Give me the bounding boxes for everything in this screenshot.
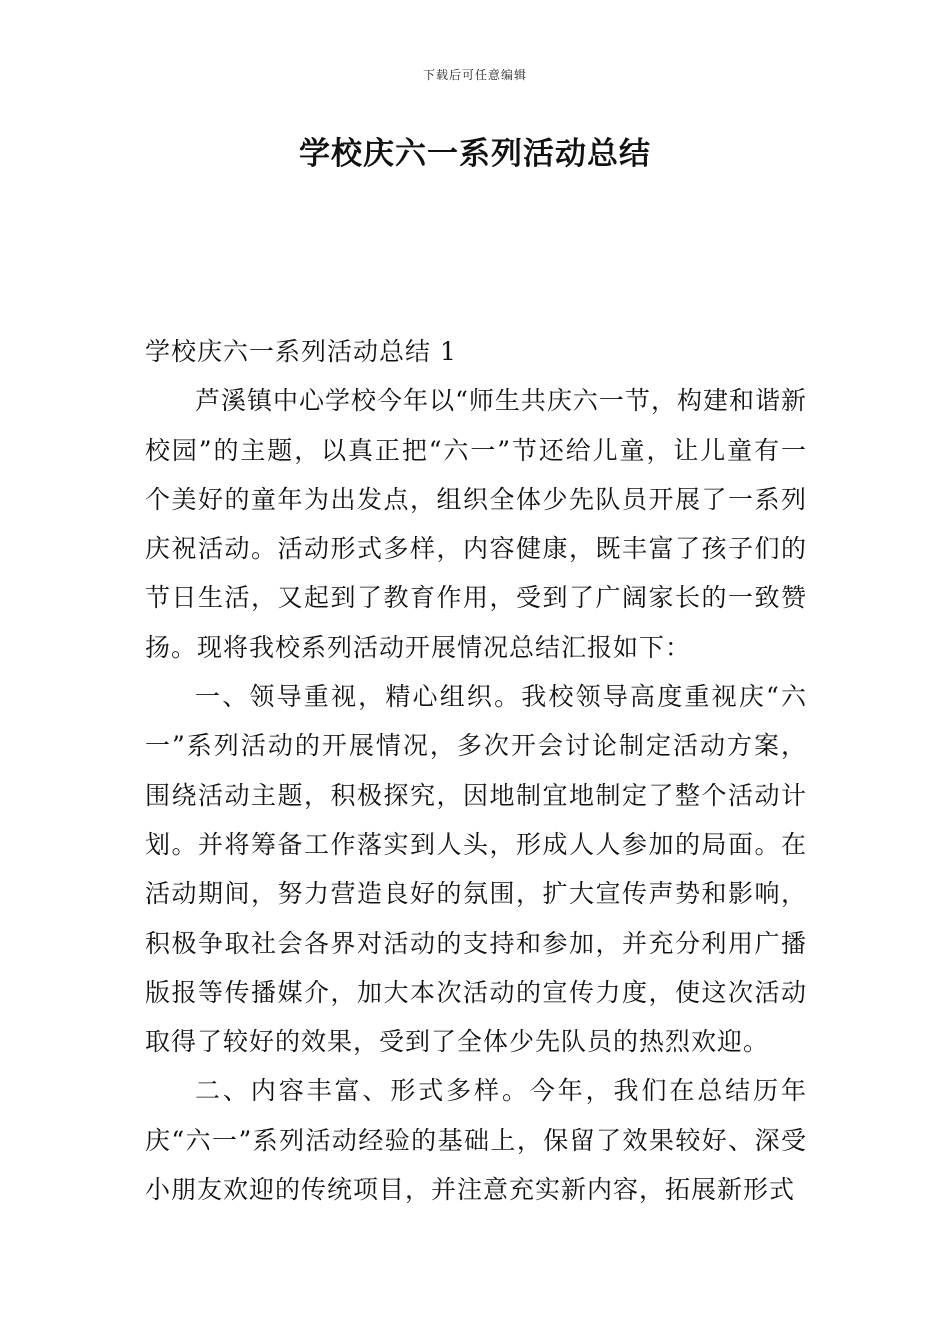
section-heading: 学校庆六一系列活动总结 1 — [145, 337, 457, 366]
document-body — [145, 327, 807, 1214]
paragraph-intro: 芦溪镇中心学校今年以“师生共庆六一节，构建和谐新校园”的主题，以真正把“六一”节还给儿童，让儿童有一个美好的童年为出发点，组织全体少先队员开展了一系列庆祝活动。活动形式多样，内容健康，既丰富了孩子们的节日生活，又起到了教育作用，受到了广阔家长的一致赞扬。现将我校系列活动开展情况总结汇报如下： — [145, 386, 807, 662]
paragraph-leadership: 一、领导重视，精心组织。我校领导高度重视庆“六一”系列活动的开展情况，多次开会讨论制定活动方案，围绕活动主题，积极探究，因地制宜地制定了整个活动计划。并将筹备工作落实到人头，形成人人参加的局面。在活动期间，努力营造良好的氛围，扩大宣传声势和影响，积极争取社会各界对活动的支持和参加，并充分利用广播版报等传播媒介，加大本次活动的宣传力度，使这次活动取得了较好的效果，受到了全体少先队员的热烈欢迎。 — [145, 682, 807, 1057]
paragraph-content: 二、内容丰富、形式多样。今年，我们在总结历年庆“六一”系列活动经验的基础上，保留了效果较好、深受小朋友欢迎的传统项目，并注意充实新内容，拓展新形式 — [145, 1076, 807, 1205]
document-title: 学校庆六一系列活动总结 — [299, 136, 651, 172]
header-note: 下载后可任意编辑 — [422, 68, 527, 82]
